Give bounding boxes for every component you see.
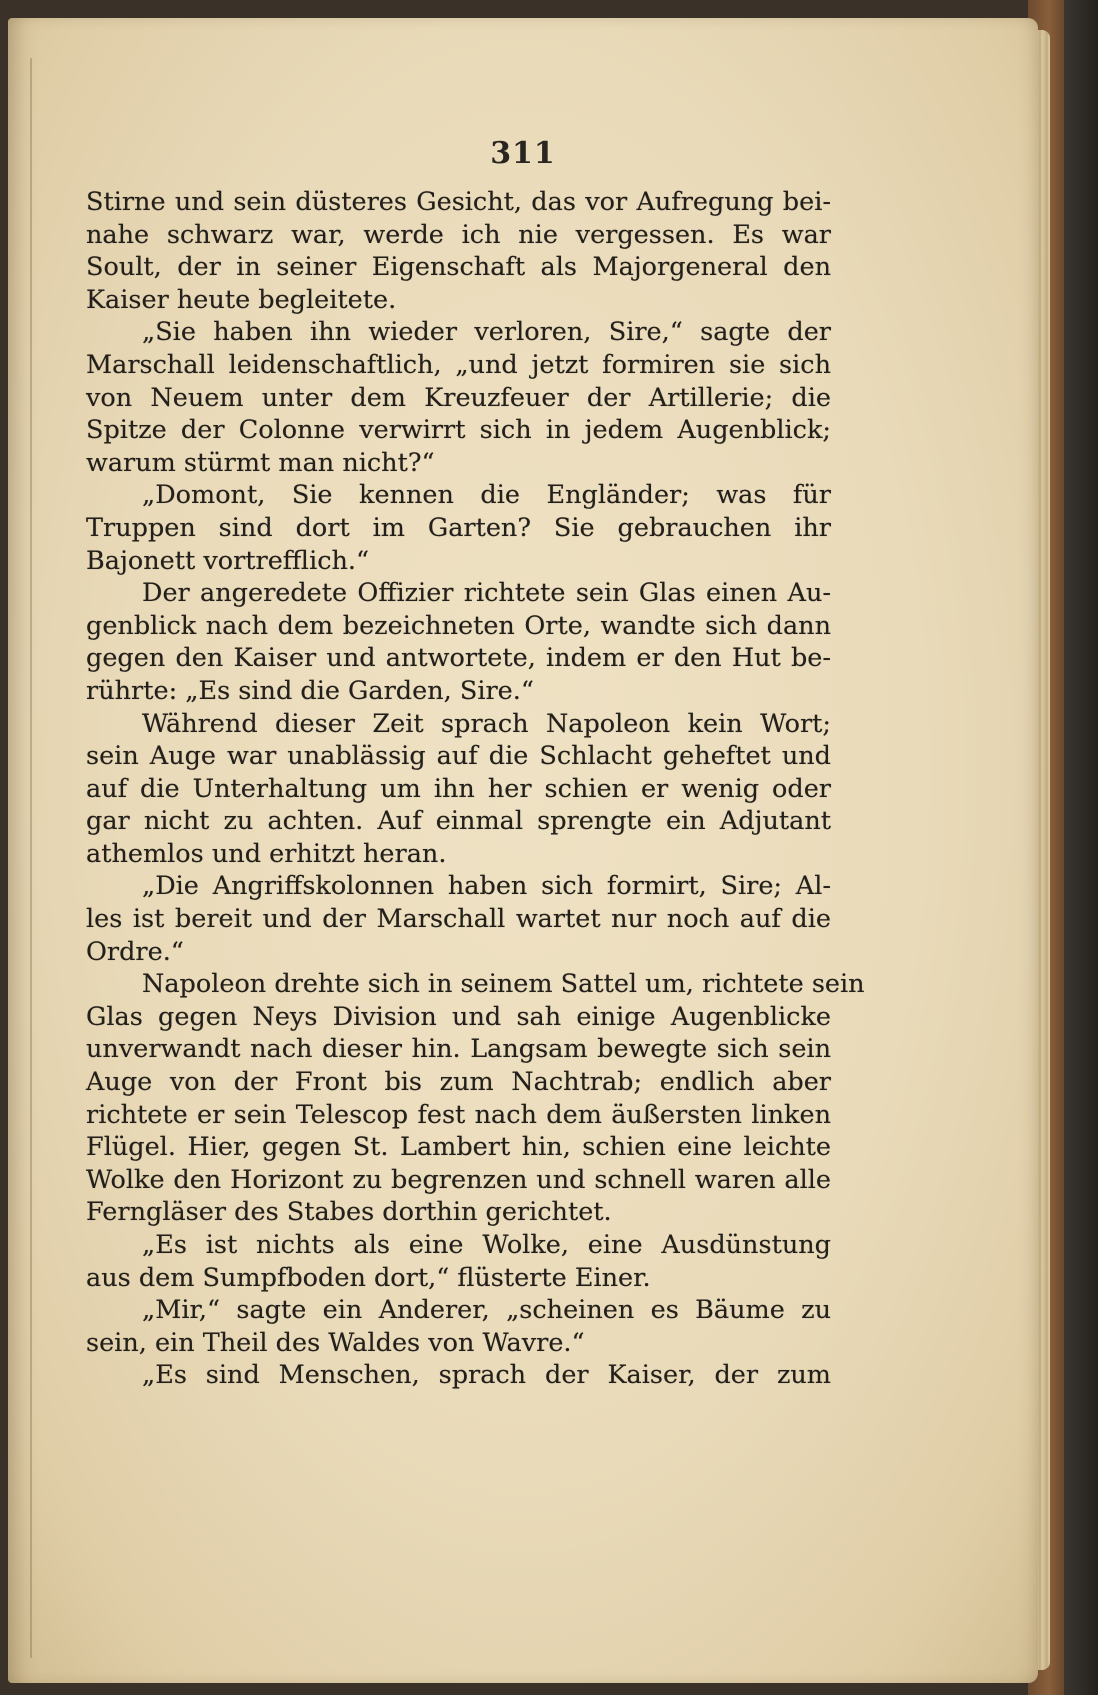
gutter-fold (30, 58, 32, 1658)
paragraph (86, 1294, 831, 1359)
text-line: Auge von der Front bis zum Nachtrab; endlich aber (86, 1067, 831, 1098)
paragraph (86, 577, 831, 707)
paragraph (86, 708, 831, 871)
text-line: von Neuem unter dem Kreuzfeuer der Artillerie; die (86, 382, 831, 413)
text-line: genblick nach dem bezeichneten Orte, wandte sich dann (86, 610, 831, 641)
text-line: Ordre.“ (86, 936, 184, 967)
text-line: „Es sind Menschen, sprach der Kaiser, der zum (142, 1360, 831, 1391)
text-line: Bajonett vortrefflich.“ (86, 545, 370, 576)
text-line: „Domont, Sie kennen die Engländer; was für (142, 480, 831, 511)
paragraph (86, 1359, 831, 1392)
book-page (8, 18, 1038, 1683)
text-line: nahe schwarz war, werde ich nie vergessen. Es war (86, 219, 831, 250)
text-line: Glas gegen Neys Division und sah einige Augenblicke (86, 1001, 831, 1032)
text-line: „Die Angriffskolonnen haben sich formirt, Sire; Al- (142, 871, 831, 902)
text-line: Ferngläser des Stabes dorthin gerichtet. (86, 1197, 612, 1228)
page-number: 311 (490, 136, 556, 171)
paragraph (86, 186, 831, 316)
body-text (86, 186, 865, 1392)
text-line: warum stürmt man nicht?“ (86, 447, 435, 478)
text-line: rührte: „Es sind die Garden, Sire.“ (86, 675, 534, 706)
text-line: Während dieser Zeit sprach Napoleon kein Wort; (142, 708, 831, 739)
text-line: richtete er sein Telescop fest nach dem äußersten linken (86, 1099, 831, 1130)
book-spine-shadow (1064, 0, 1098, 1695)
text-line: Wolke den Horizont zu begrenzen und schnell waren alle (86, 1164, 831, 1195)
text-line: Napoleon drehte sich in seinem Sattel um, richtete sein (142, 969, 865, 1000)
text-line: sein Auge war unablässig auf die Schlacht geheftet und (86, 741, 831, 772)
text-line: „Sie haben ihn wieder verloren, Sire,“ sagte der (142, 317, 831, 348)
text-line: Marschall leidenschaftlich, „und jetzt formiren sie sich (86, 349, 831, 380)
paragraph (86, 1229, 831, 1294)
text-line: les ist bereit und der Marschall wartet nur noch auf die (86, 904, 831, 935)
text-line: Flügel. Hier, gegen St. Lambert hin, schien eine leichte (86, 1132, 831, 1163)
paragraph (86, 968, 865, 1229)
text-line: sein, ein Theil des Waldes von Wavre.“ (86, 1327, 585, 1358)
text-line: Stirne und sein düsteres Gesicht, das vor Aufregung bei- (86, 187, 831, 217)
text-line: gegen den Kaiser und antwortete, indem er den Hut be- (86, 643, 831, 674)
text-line: athemlos und erhitzt heran. (86, 838, 447, 869)
text-line: Truppen sind dort im Garten? Sie gebrauchen ihr (86, 512, 831, 543)
text-line: Spitze der Colonne verwirrt sich in jedem Augenblick; (86, 415, 831, 446)
text-line: Soult, der in seiner Eigenschaft als Majorgeneral den (86, 252, 831, 283)
paragraph (86, 479, 831, 577)
paragraph (86, 870, 831, 968)
text-line: „Es ist nichts als eine Wolke, eine Ausdünstung (142, 1230, 831, 1260)
text-line: „Mir,“ sagte ein Anderer, „scheinen es Bäume zu (142, 1295, 831, 1326)
paragraph (86, 316, 831, 479)
text-line: gar nicht zu achten. Auf einmal sprengte ein Adjutant (86, 806, 831, 837)
text-line: unverwandt nach dieser hin. Langsam bewegte sich sein (86, 1034, 831, 1065)
text-line: aus dem Sumpfboden dort,“ flüsterte Einer. (86, 1262, 651, 1293)
text-line: auf die Unterhaltung um ihn her schien er wenig oder (86, 773, 831, 804)
text-line: Der angeredete Offizier richtete sein Glas einen Au- (142, 578, 831, 609)
text-line: Kaiser heute begleitete. (86, 284, 397, 315)
